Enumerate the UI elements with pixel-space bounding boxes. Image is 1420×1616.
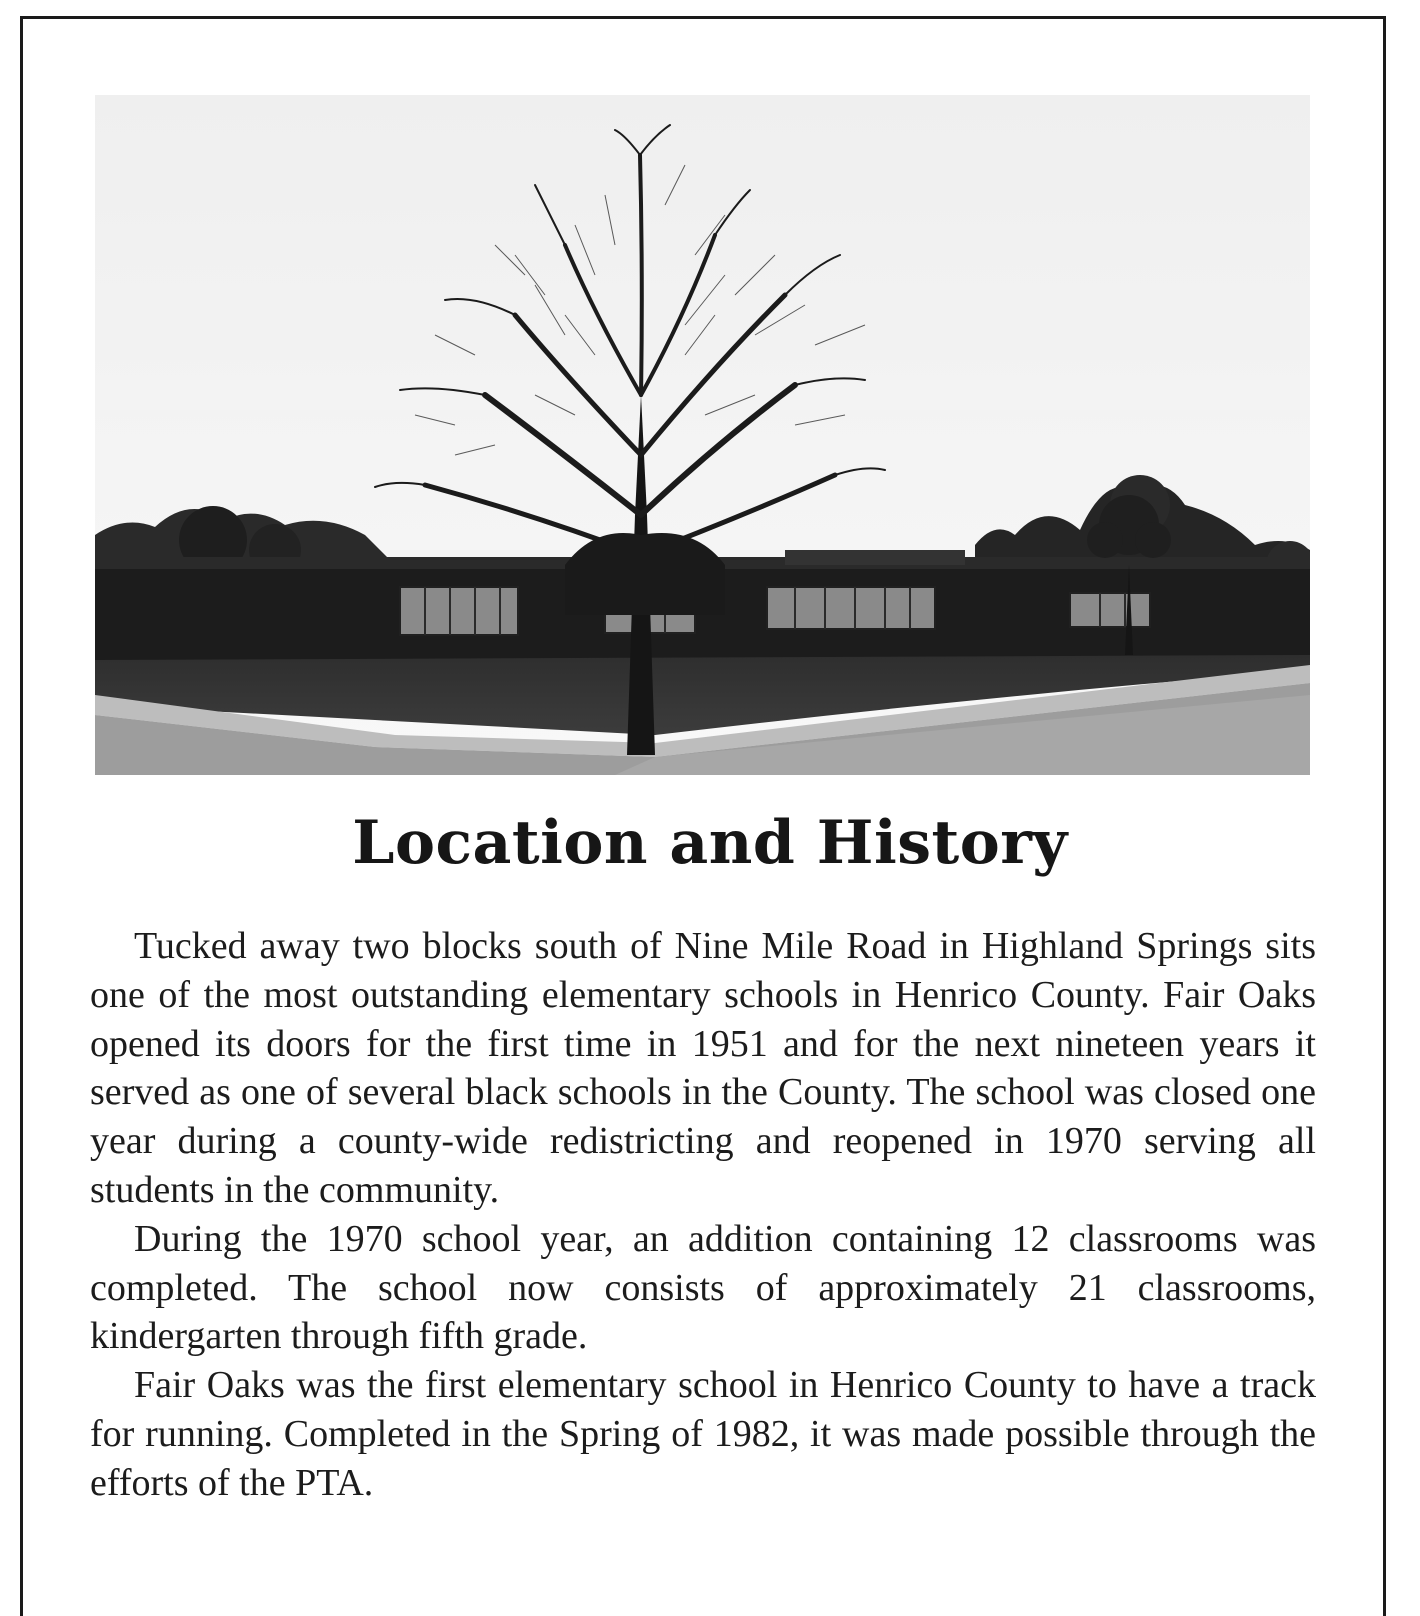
article-body: [90, 922, 1316, 1508]
paragraph-3: Fair Oaks was the first elementary school in Henrico County to have a track for running. Completed in the Spring of 1982, it was made possible through the efforts of the PTA.: [90, 1364, 1316, 1504]
school-photo: [95, 95, 1310, 775]
paragraph-2: During the 1970 school year, an addition containing 12 classrooms was completed. The school now consists of approximately 21 classrooms, kindergarten through fifth grade.: [90, 1217, 1316, 1358]
paragraph-1: Tucked away two blocks south of Nine Mile Road in Highland Springs sits one of the most outstanding elementary schools in Henrico County. Fair Oaks opened its doors for the first time in 1951 and for the next nineteen years it served as one of several black schools in the County. The school was closed one year during a county-wide redistricting and reopened in 1970 serving all students in the community.: [90, 925, 1316, 1211]
page-title: Location and History: [352, 808, 1068, 878]
